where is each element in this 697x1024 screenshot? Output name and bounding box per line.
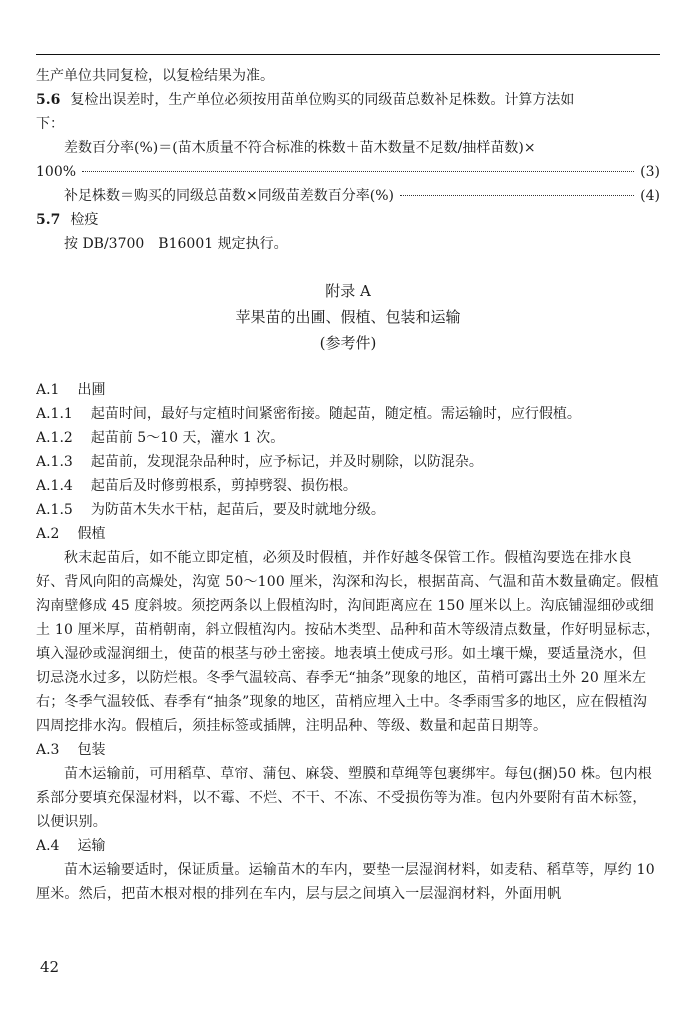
appendix-label: 附录 A <box>325 282 371 300</box>
appendix-title: 苹果苗的出圃、假植、包装和运输 <box>235 308 461 326</box>
item-a1-2 <box>36 426 660 450</box>
formula-3-line2 <box>36 160 660 184</box>
section-number: 5.7 <box>36 212 61 228</box>
paragraph-recheck: 生产单位共同复检，以复检结果为准。 <box>36 68 274 84</box>
heading-number: A.3 <box>36 742 60 758</box>
item-text: 起苗前，发现混杂品种时，应予标记，并及时剔除，以防混杂。 <box>90 454 483 470</box>
section-title: 检疫 <box>70 212 99 228</box>
formula-number-3: (3) <box>640 164 660 180</box>
paragraph-heeling-in: 秋末起苗后，如不能立即定植，必须及时假植，并作好越冬保管工作。假植沟要选在排水良好、背风向阳的高燥处，沟宽 50～100 厘米，沟深和沟长，根据苗高、气温和苗木数量确定。假植沟南壁修成 45 度斜坡。须挖两条以上假植沟时，沟间距离应在 150 厘米以上。沟底铺湿细砂或细土 10 厘米厚，苗梢朝南，斜立假植沟内。按砧木类型、品种和苗木等级清点数量，作好明显标志，填入湿砂或湿润细土，使苗的根茎与砂土密接。地表填土使成弓形。如土壤干燥，要适量浇水，但切忌浇水过多，以防烂根。冬季气温较高、春季无“抽条”现象的地区，苗梢可露出土外 20 厘米左右；冬季气温较低、春季有“抽条”现象的地区，苗梢应埋入土中。冬季雨雪多的地区，应在假植沟四周挖排水沟。假植后，须挂标签或插牌，注明品种、等级、数量和起苗日期等。 <box>36 550 660 734</box>
heading-title: 假植 <box>77 526 106 542</box>
section-5-7 <box>36 208 660 232</box>
formula-4 <box>36 184 660 208</box>
formula-3-line1: 差数百分率(%)＝(苗木质量不符合标准的株数＋苗木数量不足数/抽样苗数)× <box>64 140 536 156</box>
item-number: A.1.2 <box>36 430 73 446</box>
section-5-6-cont: 下： <box>36 116 64 132</box>
header-rule <box>36 54 660 55</box>
item-a1-1 <box>36 402 660 426</box>
page-number: 42 <box>40 958 60 976</box>
item-text: 起苗后及时修剪根系，剪掉劈裂、损伤根。 <box>90 478 357 494</box>
section-5-6 <box>36 88 660 112</box>
quarantine-text: 按 DB/3700 B16001 规定执行。 <box>64 236 288 252</box>
heading-a3 <box>36 738 660 762</box>
formula-3-tail: 100% <box>36 164 77 180</box>
heading-number: A.1 <box>36 382 60 398</box>
item-a1-3 <box>36 450 660 474</box>
heading-number: A.4 <box>36 838 60 854</box>
item-text: 为防苗木失水干枯，起苗后，要及时就地分级。 <box>90 502 385 518</box>
paragraph-transport: 苗木运输要适时，保证质量。运输苗木的车内，要垫一层湿润材料，如麦秸、稻草等，厚约 10 厘米。然后，把苗木根对根的排列在车内，层与层之间填入一层湿润材料，外面用帆 <box>36 862 655 902</box>
leader-dots <box>400 195 634 196</box>
formula-4-text: 补足株数＝购买的同级总苗数×同级苗差数百分率(%) <box>64 188 394 204</box>
formula-number-4: (4) <box>640 188 660 204</box>
paragraph-packing: 苗木运输前，可用稻草、草帘、蒲包、麻袋、塑膜和草绳等包裹绑牢。每包(捆)50 株。包内根系部分要填充保湿材料，以不霉、不烂、不干、不冻、不受损伤等为准。包内外要附有苗木标签，以便识别。 <box>36 766 652 830</box>
heading-number: A.2 <box>36 526 60 542</box>
item-number: A.1.3 <box>36 454 73 470</box>
heading-a4 <box>36 834 660 858</box>
item-text: 起苗时间，最好与定植时间紧密衔接。随起苗，随定植。需运输时，应行假植。 <box>90 406 581 422</box>
item-number: A.1.1 <box>36 406 73 422</box>
section-number: 5.6 <box>36 92 61 108</box>
heading-title: 运输 <box>77 838 106 854</box>
item-number: A.1.5 <box>36 502 73 518</box>
heading-title: 包装 <box>77 742 106 758</box>
section-text: 复检出误差时，生产单位必须按用苗单位购买的同级苗总数补足株数。计算方法如 <box>70 92 575 108</box>
item-a1-4 <box>36 474 660 498</box>
item-text: 起苗前 5～10 天，灌水 1 次。 <box>90 430 285 446</box>
heading-title: 出圃 <box>77 382 106 398</box>
item-a1-5 <box>36 498 660 522</box>
document-page <box>36 64 660 906</box>
appendix-subtitle: (参考件) <box>319 334 377 352</box>
leader-dots <box>82 171 634 172</box>
heading-a1 <box>36 378 660 402</box>
heading-a2 <box>36 522 660 546</box>
item-number: A.1.4 <box>36 478 73 494</box>
